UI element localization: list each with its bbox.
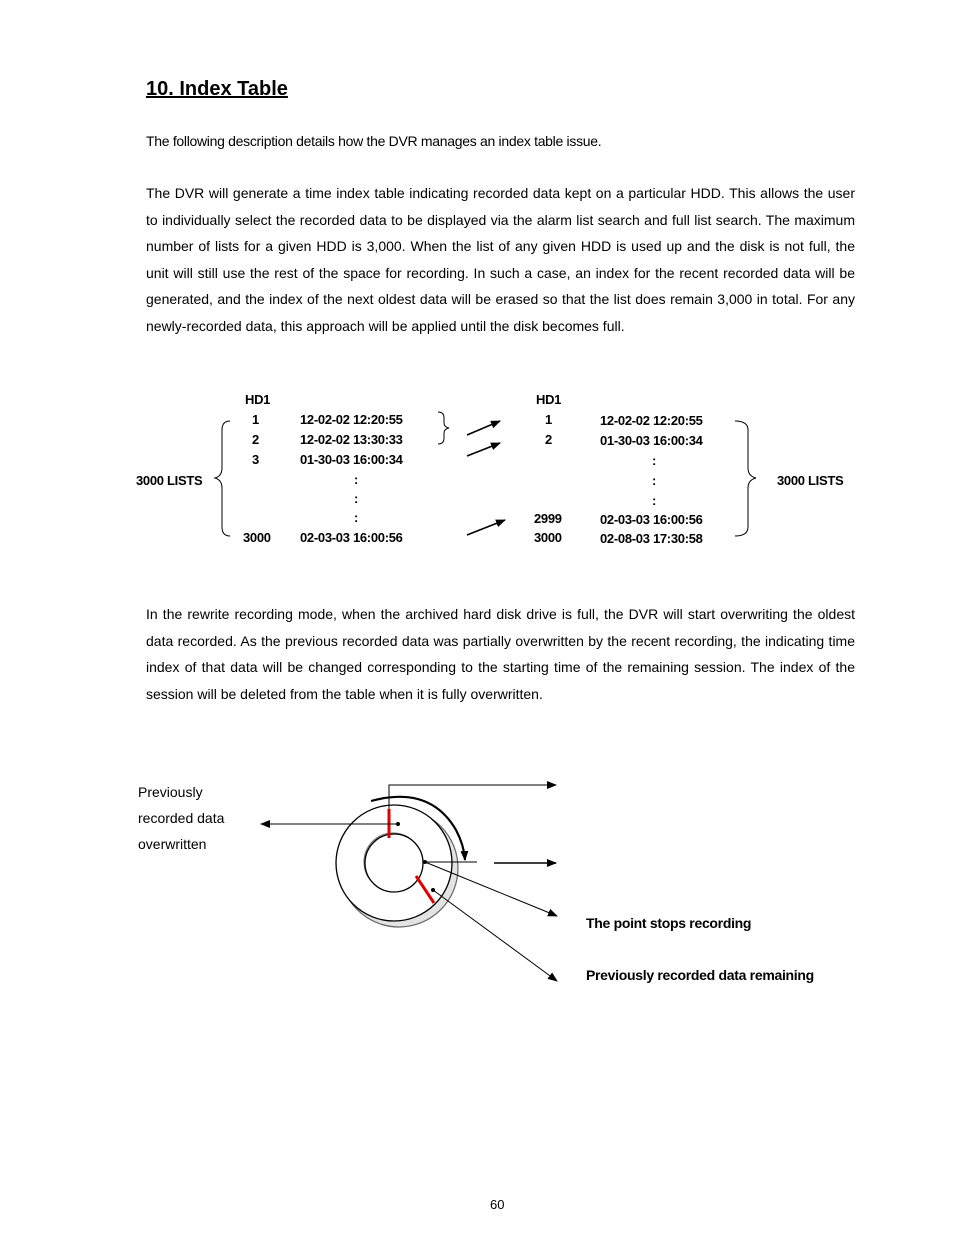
right-lists-label: 3000 LISTS [777,473,844,488]
remaining-leader [433,890,557,981]
index-table-paragraph: The DVR will generate a time index table indicating recorded data kept on a particular HDD. This allows the user to individually select the recorded data to be displayed via the alarm list search and full list search. The maximum number of lists for a given HDD is 3,000. When the list of any given HDD is used up and the disk is not full, the unit will still use the rest of the space for recording. In such a case, an index for the recent recorded data will be generated, and the index of the next oldest data will be erased so that the list does remain 3,000 in total. For any newly-recorded data, this approach will be applied until the disk becomes full. [146,185,855,334]
right-table-header: HD1 [536,392,562,407]
left-ellipsis-2: : [354,491,359,506]
right-row-3000-index: 3000 [534,530,562,545]
shift-arrow-1 [467,421,500,435]
overwritten-label-line-1: Previously [138,784,203,800]
top-leader [389,785,556,809]
right-row-1-index: 1 [545,412,552,427]
left-row-2-time: 12-02-02 13:30:33 [300,432,403,447]
overwritten-label-line-2: recorded data [138,810,225,826]
page-number: 60 [490,1197,505,1212]
right-row-2999-index: 2999 [534,511,562,526]
intro-text: The following description details how the DVR manages an index table issue. [146,133,602,149]
right-ellipsis-2: : [652,473,657,488]
rewrite-mode-paragraph: In the rewrite recording mode, when the archived hard disk drive is full, the DVR will start overwriting the oldest data recorded. As the previous recorded data was partially overwritten by the recent recording, the indicating time index of that data will be changed corresponding to the starting time of the remaining session. The index of the session will be deleted from the table when it is fully overwritten. [146,606,855,702]
left-row-3-time: 01-30-03 16:00:34 [300,452,403,467]
right-row-1-time: 12-02-02 12:20:55 [600,413,703,428]
overwritten-label-line-3: overwritten [138,836,207,852]
left-table-header: HD1 [245,392,271,407]
right-row-2999-time: 02-03-03 16:00:56 [600,512,703,527]
shift-arrow-3 [467,520,505,535]
left-row-1-index: 1 [252,412,259,427]
left-lists-label: 3000 LISTS [136,473,203,488]
right-list-brace [735,421,756,536]
left-row-2-index: 2 [252,432,259,447]
left-row-1-time: 12-02-02 12:20:55 [300,412,403,427]
left-row-last-time: 02-03-03 16:00:56 [300,530,403,545]
small-brace [438,412,449,444]
stop-point-label: The point stops recording [586,915,752,931]
right-ellipsis-3: : [652,493,657,508]
left-row-last-index: 3000 [243,530,271,545]
remaining-data-label: Previously recorded data remaining [586,967,814,983]
right-row-3000-time: 02-08-03 17:30:58 [600,531,703,546]
left-ellipsis-1: : [354,472,359,487]
shift-arrow-2 [467,443,500,456]
page-title: 10. Index Table [146,78,288,100]
right-ellipsis-1: : [652,453,657,468]
right-row-2-time: 01-30-03 16:00:34 [600,433,703,448]
left-ellipsis-3: : [354,510,359,525]
right-row-2-index: 2 [545,432,552,447]
left-row-3-index: 3 [252,452,259,467]
left-list-brace [215,421,230,536]
